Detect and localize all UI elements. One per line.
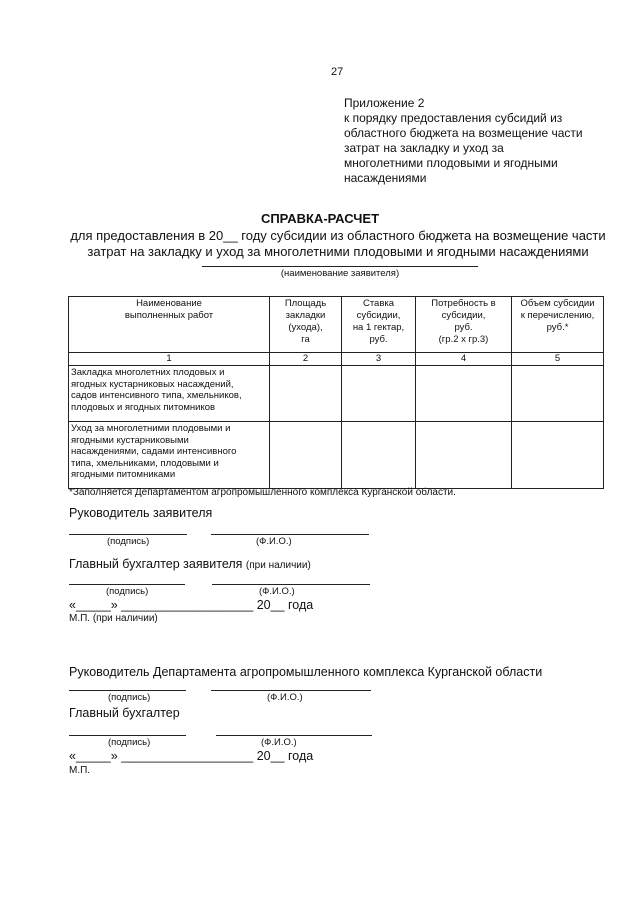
column-number: 1 (69, 353, 270, 366)
appendix-line: насаждениями (344, 171, 427, 185)
chief-accountant-label: Главный бухгалтер заявителя (при наличии) (69, 557, 311, 571)
column-number: 3 (342, 353, 416, 366)
appendix-line: многолетними плодовыми и ягодными (344, 156, 558, 170)
fio-caption: (Ф.И.О.) (256, 536, 292, 547)
document-subtitle (0, 228, 640, 260)
column-number: 5 (512, 353, 604, 366)
row-label-planting: Закладка многолетних плодовых и ягодных кустарниковых насаждений, садов интенсивного типа, хмельников, плодовых и ягодных питомников (69, 366, 270, 422)
column-number: 4 (416, 353, 512, 366)
signature-line (69, 584, 185, 585)
table-cell[interactable] (270, 366, 342, 422)
signature-line (69, 735, 186, 736)
applicant-name-caption: (наименование заявителя) (280, 268, 400, 279)
fio-line (211, 534, 369, 535)
subtitle-line-2: затрат на закладку и уход за многолетними плодовыми и ягодными насаждениями (87, 244, 589, 259)
if-any-note: (при наличии) (245, 560, 311, 571)
header-cell-need: Потребность в субсидии, руб. (гр.2 х гр.3) (416, 297, 512, 353)
fio-caption: (Ф.И.О.) (267, 692, 303, 703)
appendix-line: к порядку предоставления субсидий из (344, 111, 563, 125)
stamp-label: М.П. (при наличии) (69, 613, 158, 624)
table-cell[interactable] (416, 366, 512, 422)
fio-line (216, 735, 372, 736)
applicant-name-line (202, 266, 478, 267)
header-cell-amount: Объем субсидии к перечислению, руб.* (512, 297, 604, 353)
signature-caption: (подпись) (106, 586, 149, 597)
fio-line (211, 690, 371, 691)
dept-accountant-label: Главный бухгалтер (69, 706, 180, 720)
calculation-table (68, 296, 604, 489)
appendix-line: Приложение 2 (344, 96, 425, 110)
fio-line (212, 584, 370, 585)
table-cell[interactable] (416, 422, 512, 489)
table-cell[interactable] (342, 422, 416, 489)
page-number: 27 (331, 66, 344, 78)
table-row (69, 366, 604, 422)
signature-caption: (подпись) (108, 692, 151, 703)
applicant-head-label: Руководитель заявителя (69, 506, 213, 520)
signature-caption: (подпись) (108, 737, 151, 748)
column-number: 2 (270, 353, 342, 366)
table-cell[interactable] (270, 422, 342, 489)
header-cell-work: Наименование выполненных работ (69, 297, 270, 353)
appendix-note (344, 96, 583, 186)
footnote: *Заполняется Департаментом агропромышленного комплекса Курганской области. (69, 487, 456, 498)
fio-caption: (Ф.И.О.) (261, 737, 297, 748)
date-line: «_____» ___________________ 20__ года (69, 749, 314, 763)
table-row (69, 422, 604, 489)
row-label-care: Уход за многолетними плодовыми и ягодными кустарниковыми насаждениями, садами интенсивного типа, хмельниками, плодовыми и ягодными питомниками (69, 422, 270, 489)
department-head-label: Руководитель Департамента агропромышленного комплекса Курганской области (69, 665, 543, 679)
appendix-line: областного бюджета на возмещение части (344, 126, 583, 140)
stamp-label: М.П. (69, 765, 91, 776)
document-title: СПРАВКА-РАСЧЕТ (260, 211, 380, 226)
date-line: «_____» ___________________ 20__ года (69, 598, 314, 612)
table-cell[interactable] (512, 422, 604, 489)
subtitle-line-1: для предоставления в 20__ году субсидии из областного бюджета на возмещение части (70, 228, 606, 243)
header-cell-rate: Ставка субсидии, на 1 гектар, руб. (342, 297, 416, 353)
table-header-row (69, 297, 604, 353)
signature-line (69, 534, 187, 535)
appendix-line: затрат на закладку и уход за (344, 141, 504, 155)
header-cell-area: Площадь закладки (ухода), га (270, 297, 342, 353)
column-number-row (69, 353, 604, 366)
signature-caption: (подпись) (107, 536, 150, 547)
signature-line (69, 690, 186, 691)
table-cell[interactable] (512, 366, 604, 422)
table-cell[interactable] (342, 366, 416, 422)
fio-caption: (Ф.И.О.) (259, 586, 295, 597)
